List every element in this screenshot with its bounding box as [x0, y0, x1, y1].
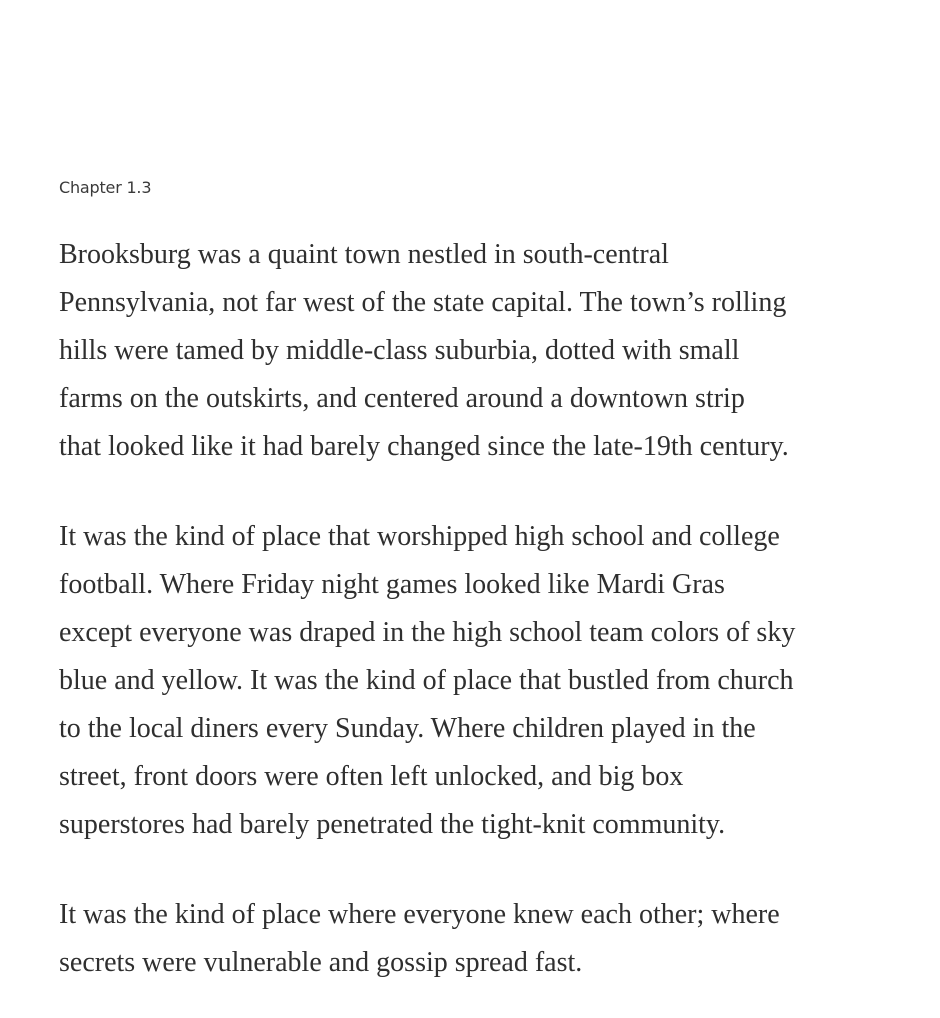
paragraph-2 [59, 513, 795, 849]
text-line: except everyone was draped in the high school team colors of sky [59, 617, 796, 648]
text-line: farms on the outskirts, and centered around a downtown strip [59, 383, 745, 414]
text-line: hills were tamed by middle-class suburbia, dotted with small [59, 335, 740, 366]
chapter-label: Chapter 1.3 [59, 178, 152, 197]
text-line: to the local diners every Sunday. Where children played in the [59, 713, 756, 744]
text-line: blue and yellow. It was the kind of place that bustled from church [59, 665, 794, 696]
text-line: street, front doors were often left unlocked, and big box [59, 761, 684, 792]
text-line: Brooksburg was a quaint town nestled in south-central [59, 239, 669, 270]
paragraph-1 [59, 231, 789, 471]
text-line: Pennsylvania, not far west of the state capital. The town’s rolling [59, 287, 787, 318]
text-line: that looked like it had barely changed since the late-19th century. [59, 431, 789, 462]
text-line: secrets were vulnerable and gossip spread fast. [59, 947, 583, 978]
text-line: It was the kind of place that worshipped high school and college [59, 521, 780, 552]
text-line: football. Where Friday night games looked like Mardi Gras [59, 569, 725, 600]
text-line: superstores had barely penetrated the tight-knit community. [59, 809, 726, 840]
paragraph-3 [59, 891, 780, 987]
text-line: It was the kind of place where everyone knew each other; where [59, 899, 780, 930]
